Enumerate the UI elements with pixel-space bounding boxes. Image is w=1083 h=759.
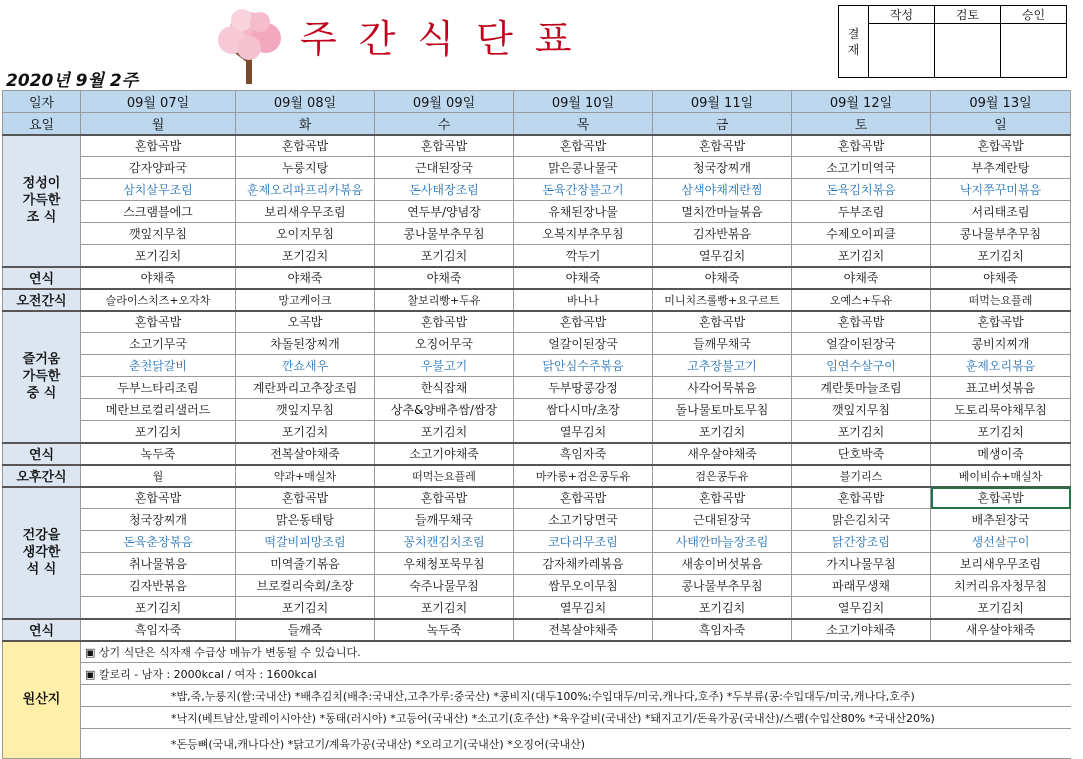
breakfast-dish-cell[interactable]: 스크램블에그 <box>81 201 236 223</box>
dinner-dish-cell[interactable]: 열무김치 <box>792 597 931 619</box>
date-cell[interactable]: 09월 07일 <box>81 91 236 113</box>
dinner-dish-cell[interactable]: 떡갈비피망조림 <box>236 531 375 553</box>
lunch-row <box>3 399 1071 421</box>
dinner-dish-cell[interactable]: 혼합곡밥 <box>792 487 931 509</box>
date-row <box>3 91 1071 113</box>
dinner-dish-cell[interactable]: 새송이버섯볶음 <box>653 553 792 575</box>
lunch-dish-cell[interactable]: 두부땅콩강정 <box>514 377 653 399</box>
day-cell[interactable]: 토 <box>792 113 931 135</box>
morning-snack-cell[interactable]: 미니치즈롤빵+요구르트 <box>653 289 792 311</box>
breakfast-dish-cell[interactable]: 연두부/양념장 <box>375 201 514 223</box>
breakfast-dish-cell[interactable]: 삼색야채계란찜 <box>653 179 792 201</box>
breakfast-dish-cell[interactable]: 오이지무침 <box>236 223 375 245</box>
breakfast-dish-cell[interactable]: 콩나물부추무침 <box>375 223 514 245</box>
lunch-dish-cell[interactable]: 한식잡채 <box>375 377 514 399</box>
dinner-dish-cell[interactable]: 숙주나물무침 <box>375 575 514 597</box>
morning-snack-cell[interactable]: 바나나 <box>514 289 653 311</box>
lunch-row <box>3 355 1071 377</box>
dinner-dish-cell[interactable]: 혼합곡밥 <box>653 487 792 509</box>
lunch-label[interactable]: 즐거움 가득한 중 식 <box>3 311 81 443</box>
breakfast-dish-cell[interactable]: 수제오이피클 <box>792 223 931 245</box>
breakfast-dish-cell[interactable]: 부추계란탕 <box>931 157 1071 179</box>
breakfast-dish-cell[interactable]: 돈사태장조림 <box>375 179 514 201</box>
breakfast-row <box>3 223 1071 245</box>
lunch-dish-cell[interactable]: 오곡밥 <box>236 311 375 333</box>
breakfast-dish-cell[interactable]: 깻잎지무침 <box>81 223 236 245</box>
breakfast-dish-cell[interactable]: 유채된장나물 <box>514 201 653 223</box>
signature-cell[interactable] <box>1001 24 1067 78</box>
dinner-row <box>3 597 1071 619</box>
approval-box <box>838 5 1067 78</box>
dinner-dish-cell[interactable]: 포기김치 <box>236 597 375 619</box>
breakfast-row <box>3 135 1071 157</box>
dinner-dish-cell[interactable]: 감자채카레볶음 <box>514 553 653 575</box>
lunch-dish-cell[interactable]: 훈제오리볶음 <box>931 355 1071 377</box>
dinner-dish-cell[interactable]: 포기김치 <box>653 597 792 619</box>
lunch-dish-cell[interactable]: 쌈다시마/초장 <box>514 399 653 421</box>
dinner-porridge-cell[interactable]: 새우살야채죽 <box>931 619 1071 641</box>
dinner-porridge-cell[interactable]: 들깨죽 <box>236 619 375 641</box>
afternoon-snack-row <box>3 465 1071 487</box>
origin-note-row <box>3 707 1071 729</box>
morning-snack-cell[interactable]: 찰보리빵+두유 <box>375 289 514 311</box>
breakfast-dish-cell[interactable]: 맑은콩나물국 <box>514 157 653 179</box>
lunch-dish-cell[interactable]: 포기김치 <box>375 421 514 443</box>
breakfast-dish-cell[interactable]: 혼합곡밥 <box>375 135 514 157</box>
lunch-row <box>3 311 1071 333</box>
lunch-row <box>3 377 1071 399</box>
breakfast-dish-cell[interactable]: 포기김치 <box>931 245 1071 267</box>
date-cell[interactable]: 09월 11일 <box>653 91 792 113</box>
dinner-dish-cell[interactable]: 김자반볶음 <box>81 575 236 597</box>
breakfast-porridge-cell[interactable]: 야채죽 <box>236 267 375 289</box>
dinner-porridge-cell[interactable]: 흑임자죽 <box>653 619 792 641</box>
breakfast-dish-cell[interactable]: 열무김치 <box>653 245 792 267</box>
dinner-dish-cell[interactable]: 배추된장국 <box>931 509 1071 531</box>
dinner-dish-cell[interactable]: 혼합곡밥 <box>81 487 236 509</box>
lunch-dish-cell[interactable]: 들깨무채국 <box>653 333 792 355</box>
dinner-dish-cell[interactable]: 열무김치 <box>514 597 653 619</box>
lunch-dish-cell[interactable]: 닭안심수주볶음 <box>514 355 653 377</box>
breakfast-dish-cell[interactable]: 혼합곡밥 <box>81 135 236 157</box>
breakfast-dish-cell[interactable]: 포기김치 <box>81 245 236 267</box>
dinner-dish-cell[interactable]: 파래무생채 <box>792 575 931 597</box>
dinner-porridge-label[interactable]: 연식 <box>3 619 81 641</box>
breakfast-porridge-row <box>3 267 1071 289</box>
lunch-dish-cell[interactable]: 포기김치 <box>81 421 236 443</box>
dinner-dish-cell[interactable]: 맑은동태탕 <box>236 509 375 531</box>
breakfast-dish-cell[interactable]: 김자반볶음 <box>653 223 792 245</box>
afternoon-snack-cell[interactable]: 떠먹는요플레 <box>375 465 514 487</box>
lunch-dish-cell[interactable]: 혼합곡밥 <box>792 311 931 333</box>
dinner-dish-cell[interactable]: 들깨무채국 <box>375 509 514 531</box>
breakfast-porridge-cell[interactable]: 야채죽 <box>375 267 514 289</box>
lunch-dish-cell[interactable]: 오징어무국 <box>375 333 514 355</box>
dinner-dish-cell[interactable]: 가지나물무침 <box>792 553 931 575</box>
lunch-dish-cell[interactable]: 차돌된장찌개 <box>236 333 375 355</box>
breakfast-dish-cell[interactable]: 근대된장국 <box>375 157 514 179</box>
dinner-dish-cell[interactable]: 미역줄기볶음 <box>236 553 375 575</box>
lunch-dish-cell[interactable]: 상추&양배추쌈/쌈장 <box>375 399 514 421</box>
lunch-porridge-cell[interactable]: 녹두죽 <box>81 443 236 465</box>
lunch-dish-cell[interactable]: 혼합곡밥 <box>375 311 514 333</box>
day-cell[interactable]: 일 <box>931 113 1071 135</box>
origin-note-row <box>3 663 1071 685</box>
day-row-label[interactable]: 요일 <box>3 113 81 135</box>
breakfast-row <box>3 245 1071 267</box>
breakfast-row <box>3 157 1071 179</box>
dinner-dish-cell[interactable]: 코다리무조림 <box>514 531 653 553</box>
dinner-porridge-cell[interactable]: 소고기야채죽 <box>792 619 931 641</box>
breakfast-dish-cell[interactable]: 훈제오리파프리카볶음 <box>236 179 375 201</box>
day-cell[interactable]: 목 <box>514 113 653 135</box>
breakfast-dish-cell[interactable]: 돈육김치볶음 <box>792 179 931 201</box>
lunch-dish-cell[interactable]: 열무김치 <box>514 421 653 443</box>
lunch-dish-cell[interactable]: 혼합곡밥 <box>81 311 236 333</box>
lunch-dish-cell[interactable]: 고추장불고기 <box>653 355 792 377</box>
breakfast-dish-cell[interactable]: 혼합곡밥 <box>792 135 931 157</box>
breakfast-porridge-cell[interactable]: 야채죽 <box>792 267 931 289</box>
afternoon-snack-cell[interactable]: 블기리스 <box>792 465 931 487</box>
approval-label: 결 재 <box>839 6 869 78</box>
breakfast-porridge-label[interactable]: 연식 <box>3 267 81 289</box>
dinner-porridge-cell[interactable]: 녹두죽 <box>375 619 514 641</box>
origin-note[interactable]: *돈등뼈(국내,캐나다산) *닭고기/계육가공(국내산) *오리고기(국내산) *오징어(국내산) <box>81 729 1071 759</box>
dinner-dish-cell[interactable]: 근대된장국 <box>653 509 792 531</box>
breakfast-dish-cell[interactable]: 콩나물부추무침 <box>931 223 1071 245</box>
dinner-dish-cell[interactable]: 포기김치 <box>931 597 1071 619</box>
sheet-header <box>0 0 1083 92</box>
dinner-row <box>3 553 1071 575</box>
week-label: 2020년 9월 2주 <box>6 71 139 91</box>
lunch-dish-cell[interactable]: 포기김치 <box>653 421 792 443</box>
dinner-dish-cell[interactable]: 혼합곡밥 <box>236 487 375 509</box>
origin-note-row <box>3 729 1071 759</box>
afternoon-snack-cell[interactable]: 검은콩두유 <box>653 465 792 487</box>
dinner-porridge-row <box>3 619 1071 641</box>
dinner-dish-cell[interactable]: 생선살구이 <box>931 531 1071 553</box>
approval-col-author: 작성 <box>869 6 935 24</box>
dinner-dish-cell[interactable]: 포기김치 <box>81 597 236 619</box>
date-cell[interactable]: 09월 12일 <box>792 91 931 113</box>
lunch-porridge-label[interactable]: 연식 <box>3 443 81 465</box>
morning-snack-cell[interactable]: 떠먹는요플레 <box>931 289 1071 311</box>
breakfast-porridge-cell[interactable]: 야채죽 <box>931 267 1071 289</box>
dinner-dish-cell[interactable]: 콩나물부추무침 <box>653 575 792 597</box>
lunch-dish-cell[interactable]: 깻잎지무침 <box>792 399 931 421</box>
origin-note-row <box>3 641 1071 663</box>
breakfast-dish-cell[interactable]: 감자양파국 <box>81 157 236 179</box>
lunch-dish-cell[interactable]: 혼합곡밥 <box>514 311 653 333</box>
morning-snack-row <box>3 289 1071 311</box>
dinner-dish-cell[interactable]: 닭간장조림 <box>792 531 931 553</box>
morning-snack-cell[interactable]: 오예스+두유 <box>792 289 931 311</box>
lunch-porridge-cell[interactable]: 새우살야채죽 <box>653 443 792 465</box>
signature-cell[interactable] <box>869 24 935 78</box>
breakfast-dish-cell[interactable]: 혼합곡밥 <box>931 135 1071 157</box>
lunch-dish-cell[interactable]: 콩비지찌개 <box>931 333 1071 355</box>
lunch-dish-cell[interactable]: 춘천닭갈비 <box>81 355 236 377</box>
lunch-row <box>3 421 1071 443</box>
lunch-dish-cell[interactable]: 얼갈이된장국 <box>792 333 931 355</box>
day-row <box>3 113 1071 135</box>
breakfast-dish-cell[interactable]: 오복지부추무침 <box>514 223 653 245</box>
breakfast-row <box>3 201 1071 223</box>
lunch-dish-cell[interactable]: 사각어묵볶음 <box>653 377 792 399</box>
dinner-dish-cell[interactable]: 꽁치캔김치조림 <box>375 531 514 553</box>
origin-note[interactable]: *낙지(베트남산,말레이시아산) *동태(러시아) *고등어(국내산) *소고기(호주산) *육우갈비(국내산) *돼지고기/돈육가공(국내산)/스팸(수입산80% *국내산20%) <box>81 707 1071 729</box>
lunch-dish-cell[interactable]: 계란꽈리고추장조림 <box>236 377 375 399</box>
dinner-dish-cell[interactable]: 우채청포묵무침 <box>375 553 514 575</box>
lunch-dish-cell[interactable]: 우불고기 <box>375 355 514 377</box>
date-cell[interactable]: 09월 09일 <box>375 91 514 113</box>
breakfast-dish-cell[interactable]: 깍두기 <box>514 245 653 267</box>
dinner-dish-cell[interactable]: 맑은김치국 <box>792 509 931 531</box>
breakfast-dish-cell[interactable]: 혼합곡밥 <box>514 135 653 157</box>
dinner-dish-cell[interactable]: 쌈무오이무침 <box>514 575 653 597</box>
date-cell[interactable]: 09월 08일 <box>236 91 375 113</box>
breakfast-dish-cell[interactable]: 포기김치 <box>792 245 931 267</box>
morning-snack-cell[interactable]: 망고케이크 <box>236 289 375 311</box>
date-cell[interactable]: 09월 10일 <box>514 91 653 113</box>
dinner-dish-cell[interactable]: 브로컬리숙회/초장 <box>236 575 375 597</box>
dinner-dish-cell[interactable]: 청국장찌개 <box>81 509 236 531</box>
afternoon-snack-cell[interactable]: 마카롱+검은콩두유 <box>514 465 653 487</box>
day-cell[interactable]: 월 <box>81 113 236 135</box>
breakfast-dish-cell[interactable]: 청국장찌개 <box>653 157 792 179</box>
day-cell[interactable]: 금 <box>653 113 792 135</box>
breakfast-dish-cell[interactable]: 낙지쭈꾸미볶음 <box>931 179 1071 201</box>
lunch-dish-cell[interactable]: 임연수살구이 <box>792 355 931 377</box>
dinner-porridge-cell[interactable]: 전복살야채죽 <box>514 619 653 641</box>
dinner-dish-cell[interactable]: 혼합곡밥 <box>375 487 514 509</box>
breakfast-dish-cell[interactable]: 혼합곡밥 <box>236 135 375 157</box>
page-title: 주간식단표 <box>300 17 594 61</box>
lunch-dish-cell[interactable]: 혼합곡밥 <box>931 311 1071 333</box>
dinner-dish-cell[interactable]: 취나물볶음 <box>81 553 236 575</box>
lunch-dish-cell[interactable]: 돌나물토마토무침 <box>653 399 792 421</box>
breakfast-row <box>3 179 1071 201</box>
breakfast-porridge-cell[interactable]: 야채죽 <box>81 267 236 289</box>
dinner-row <box>3 487 1071 509</box>
lunch-dish-cell[interactable]: 소고기무국 <box>81 333 236 355</box>
breakfast-dish-cell[interactable]: 서리태조림 <box>931 201 1071 223</box>
lunch-porridge-cell[interactable]: 단호박죽 <box>792 443 931 465</box>
dinner-row <box>3 531 1071 553</box>
breakfast-porridge-cell[interactable]: 야채죽 <box>653 267 792 289</box>
afternoon-snack-cell[interactable]: 약과+매실차 <box>236 465 375 487</box>
lunch-dish-cell[interactable]: 포기김치 <box>931 421 1071 443</box>
lunch-porridge-cell[interactable]: 전복살야채죽 <box>236 443 375 465</box>
lunch-dish-cell[interactable]: 얼갈이된장국 <box>514 333 653 355</box>
dinner-label[interactable]: 건강을 생각한 석 식 <box>3 487 81 619</box>
approval-col-approve: 승인 <box>1001 6 1067 24</box>
weekly-menu-table <box>2 90 1071 759</box>
lunch-dish-cell[interactable]: 포기김치 <box>792 421 931 443</box>
breakfast-dish-cell[interactable]: 삼치살무조림 <box>81 179 236 201</box>
afternoon-snack-cell[interactable]: 월 <box>81 465 236 487</box>
lunch-dish-cell[interactable]: 혼합곡밥 <box>653 311 792 333</box>
morning-snack-label[interactable]: 오전간식 <box>3 289 81 311</box>
dinner-porridge-cell[interactable]: 흑임자죽 <box>81 619 236 641</box>
lunch-row <box>3 333 1071 355</box>
breakfast-dish-cell[interactable]: 멸치깐마늘볶음 <box>653 201 792 223</box>
origin-note[interactable]: ▣ 상기 식단은 식자재 수급상 메뉴가 변동될 수 있습니다. <box>81 641 1071 663</box>
dinner-row <box>3 509 1071 531</box>
breakfast-dish-cell[interactable]: 두부조림 <box>792 201 931 223</box>
dinner-dish-cell[interactable]: 치커리유자청무침 <box>931 575 1071 597</box>
morning-snack-cell[interactable]: 슬라이스치즈+오자차 <box>81 289 236 311</box>
day-cell[interactable]: 화 <box>236 113 375 135</box>
origin-label[interactable]: 원산지 <box>3 641 81 759</box>
lunch-dish-cell[interactable]: 두부느타리조림 <box>81 377 236 399</box>
origin-note[interactable]: ▣ 칼로리 - 남자 : 2000kcal / 여자 : 1600kcal <box>81 663 1071 685</box>
lunch-porridge-cell[interactable]: 메생이죽 <box>931 443 1071 465</box>
breakfast-dish-cell[interactable]: 돈육간장불고기 <box>514 179 653 201</box>
lunch-dish-cell[interactable]: 계란톳마늘조림 <box>792 377 931 399</box>
afternoon-snack-cell[interactable]: 베이비슈+매실차 <box>931 465 1071 487</box>
breakfast-dish-cell[interactable]: 누룽지탕 <box>236 157 375 179</box>
approval-col-review: 검토 <box>935 6 1001 24</box>
dinner-dish-cell[interactable]: 포기김치 <box>375 597 514 619</box>
breakfast-dish-cell[interactable]: 포기김치 <box>236 245 375 267</box>
lunch-dish-cell[interactable]: 포기김치 <box>236 421 375 443</box>
date-row-label[interactable]: 일자 <box>3 91 81 113</box>
dinner-dish-cell[interactable]: 돈육춘장볶음 <box>81 531 236 553</box>
lunch-dish-cell[interactable]: 깐쇼새우 <box>236 355 375 377</box>
breakfast-label[interactable]: 정성이 가득한 조 식 <box>3 135 81 267</box>
lunch-porridge-row <box>3 443 1071 465</box>
breakfast-dish-cell[interactable]: 소고기미역국 <box>792 157 931 179</box>
dinner-dish-cell[interactable]: 혼합곡밥 <box>931 487 1071 509</box>
afternoon-snack-label[interactable]: 오후간식 <box>3 465 81 487</box>
dinner-dish-cell[interactable]: 소고기당면국 <box>514 509 653 531</box>
date-cell[interactable]: 09월 13일 <box>931 91 1071 113</box>
dinner-row <box>3 575 1071 597</box>
dinner-dish-cell[interactable]: 보리새우무조림 <box>931 553 1071 575</box>
signature-cell[interactable] <box>935 24 1001 78</box>
breakfast-dish-cell[interactable]: 혼합곡밥 <box>653 135 792 157</box>
lunch-dish-cell[interactable]: 도토리묵야채무침 <box>931 399 1071 421</box>
breakfast-porridge-cell[interactable]: 야채죽 <box>514 267 653 289</box>
dinner-dish-cell[interactable]: 사태깐마늘장조림 <box>653 531 792 553</box>
breakfast-dish-cell[interactable]: 보리새우무조림 <box>236 201 375 223</box>
origin-note[interactable]: *밥,죽,누룽지(쌀:국내산) *배추김치(배추:국내산,고추가루:중국산) *콩비지(대두100%:수입대두/미국,캐나다,호주) *두부류(콩:수입대두/미국,캐나다,호주) <box>81 685 1071 707</box>
lunch-porridge-cell[interactable]: 흑임자죽 <box>514 443 653 465</box>
day-cell[interactable]: 수 <box>375 113 514 135</box>
lunch-dish-cell[interactable]: 표고버섯볶음 <box>931 377 1071 399</box>
lunch-porridge-cell[interactable]: 소고기야채죽 <box>375 443 514 465</box>
breakfast-dish-cell[interactable]: 포기김치 <box>375 245 514 267</box>
cherry-blossom-tree-icon <box>212 6 286 86</box>
origin-note-row <box>3 685 1071 707</box>
dinner-dish-cell[interactable]: 혼합곡밥 <box>514 487 653 509</box>
lunch-dish-cell[interactable]: 메란브로컬리샐러드 <box>81 399 236 421</box>
lunch-dish-cell[interactable]: 깻잎지무침 <box>236 399 375 421</box>
